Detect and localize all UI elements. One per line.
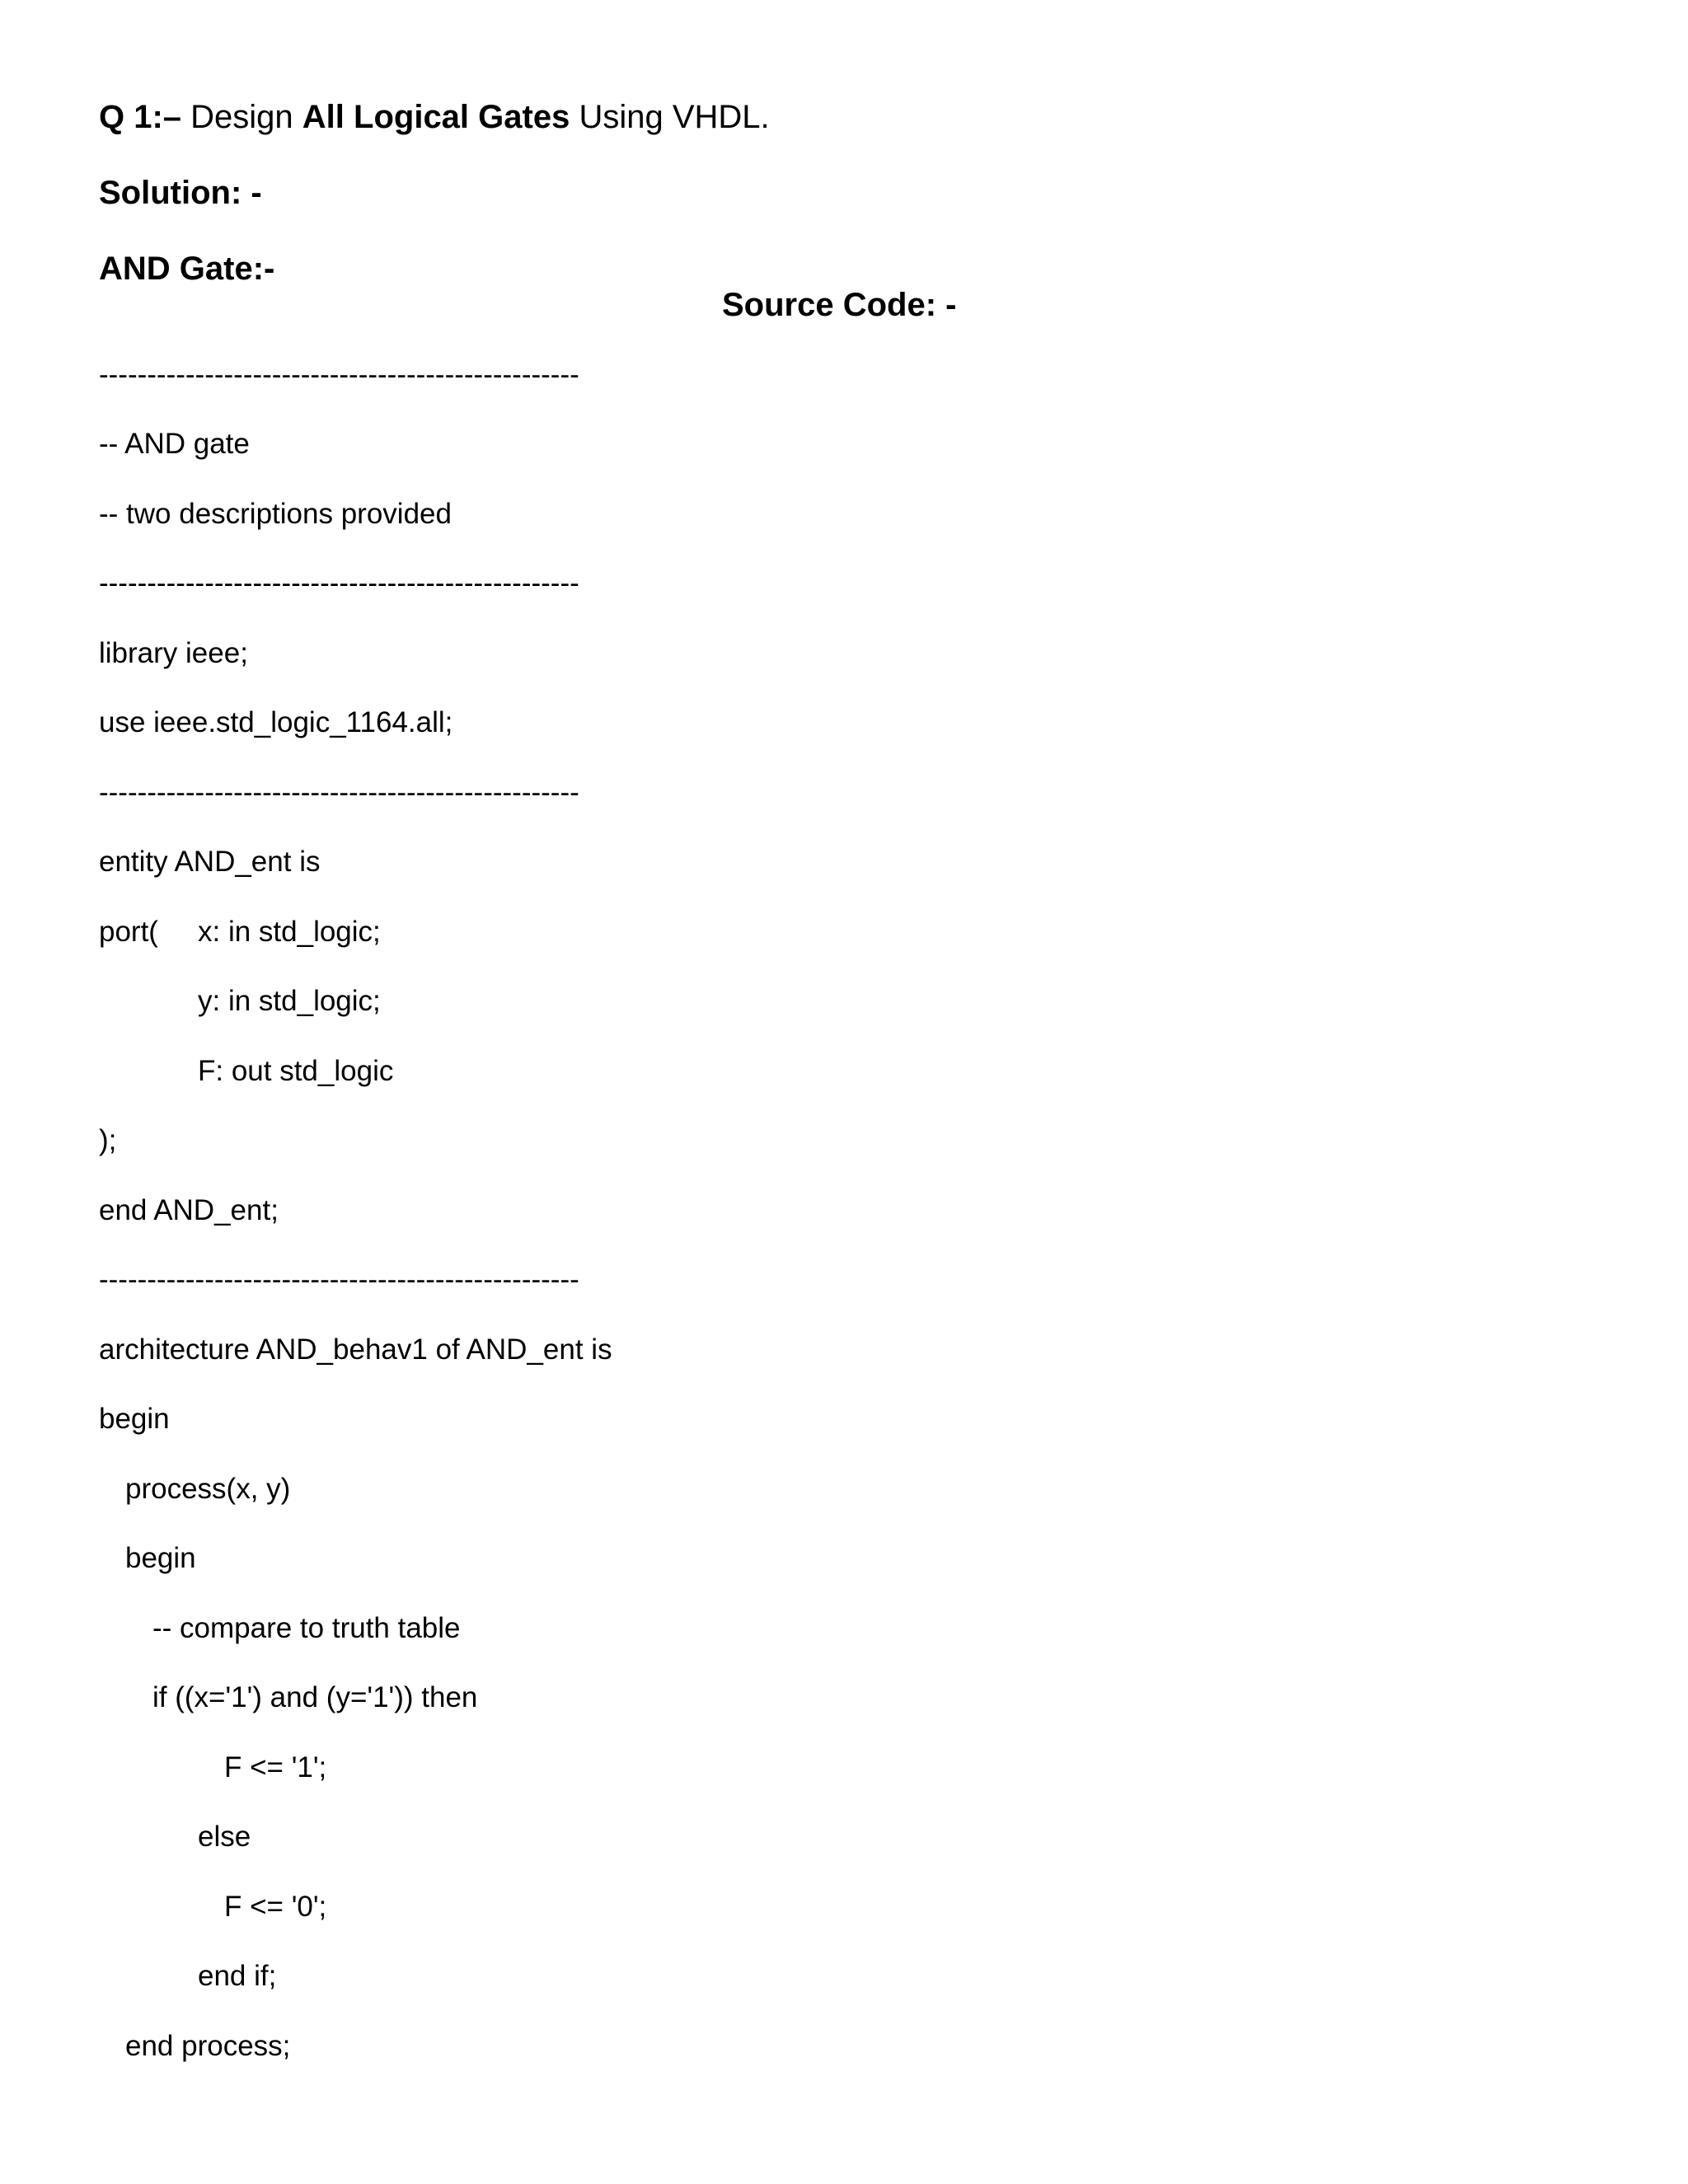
code-port-line <box>99 915 381 949</box>
code-begin: begin <box>99 1403 170 1435</box>
code-end-process: end process; <box>125 2030 291 2062</box>
question-heading <box>99 97 770 137</box>
question-bold-text: All Logical Gates <box>302 99 570 135</box>
and-gate-heading: AND Gate:- <box>99 251 275 287</box>
code-port-x: x: in std_logic; <box>198 916 381 948</box>
code-end-entity: end AND_ent; <box>99 1194 279 1226</box>
code-if-line: if ((x='1') and (y='1')) then <box>152 1681 478 1713</box>
question-label: Q 1:– <box>99 99 182 135</box>
code-assign-zero: F <= '0'; <box>224 1891 327 1923</box>
code-port-y: y: in std_logic; <box>198 985 381 1017</box>
code-separator: -------------------------------------------------- <box>99 776 579 808</box>
code-separator: -------------------------------------------------- <box>99 567 579 599</box>
code-entity-line: entity AND_ent is <box>99 846 321 878</box>
question-text-before: Design <box>181 99 302 135</box>
question-text-after: Using VHDL. <box>570 99 770 135</box>
code-process-line: process(x, y) <box>125 1473 291 1505</box>
code-architecture-line: architecture AND_behav1 of AND_ent is <box>99 1333 612 1366</box>
code-library-line: library ieee; <box>99 637 248 669</box>
code-port-f: F: out std_logic <box>198 1055 394 1087</box>
solution-heading: Solution: - <box>99 175 262 211</box>
code-end-if: end if; <box>198 1960 277 1992</box>
code-assign-one: F <= '1'; <box>224 1751 327 1783</box>
code-comment: -- compare to truth table <box>152 1612 461 1644</box>
code-separator: -------------------------------------------------- <box>99 1263 579 1296</box>
code-begin: begin <box>125 1542 196 1574</box>
code-else: else <box>198 1821 251 1853</box>
code-separator: -------------------------------------------------- <box>99 359 579 391</box>
code-comment: -- AND gate <box>99 428 250 460</box>
code-port-keyword: port( <box>99 916 158 948</box>
source-code-heading: Source Code: - <box>722 287 957 323</box>
code-use-line: use ieee.std_logic_1164.all; <box>99 706 453 738</box>
code-comment: -- two descriptions provided <box>99 498 452 530</box>
code-close-paren: ); <box>99 1124 117 1156</box>
